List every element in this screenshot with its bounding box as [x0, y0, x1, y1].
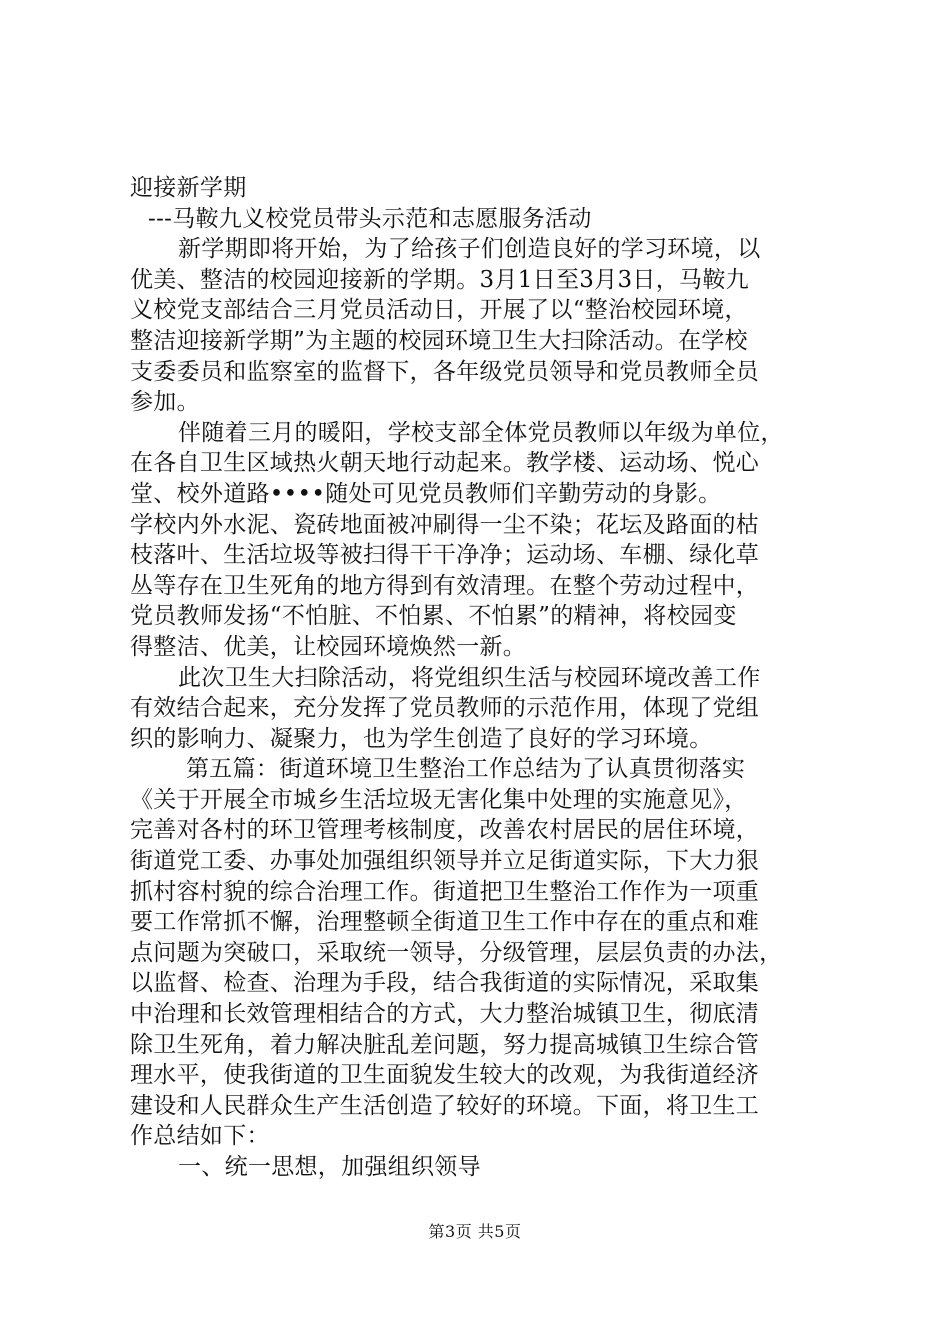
- paragraph-line: 学校内外水泥、瓷砖地面被冲刷得一尘不染；花坛及路面的枯: [130, 511, 760, 538]
- paragraph-line: 伴随着三月的暖阳，学校支部全体党员教师以年级为单位，: [178, 419, 784, 446]
- paragraph-line: 抓村容村貌的综合治理工作。街道把卫生整治工作作为一项重: [130, 878, 760, 905]
- paragraph-line: 堂、校外道路••••随处可见党员教师们辛勤劳动的身影。: [130, 480, 722, 507]
- paragraph-line: 支委委员和监察室的监督下，各年级党员领导和党员教师全员: [130, 358, 760, 385]
- document-subtitle: ---马鞍九义校党员带头示范和志愿服务活动: [148, 205, 592, 232]
- paragraph-line: 要工作常抓不懈，治理整顿全街道卫生工作中存在的重点和难: [130, 909, 760, 936]
- document-body: [130, 173, 830, 1183]
- paragraph-line: 中治理和长效管理相结合的方式，大力整治城镇卫生，彻底清: [130, 1001, 760, 1028]
- page-footer: 第3页 共5页: [428, 1222, 522, 1241]
- paragraph-line: 点问题为突破口，采取统一领导，分级管理，层层负责的办法，: [130, 939, 783, 966]
- paragraph-line: 优美、整洁的校园迎接新的学期。3月1日至3月3日，马鞍九: [130, 266, 749, 293]
- paragraph-line: 建设和人民群众生产生活创造了较好的环境。下面，将卫生工: [130, 1092, 760, 1119]
- paragraph-line: 作总结如下：: [130, 1123, 270, 1150]
- paragraph-line: 得整洁、优美，让校园环境焕然一新。: [130, 633, 527, 660]
- paragraph-line: 参加。: [130, 389, 200, 416]
- paragraph-line: 除卫生死角，着力解决脏乱差问题，努力提高城镇卫生综合管: [130, 1031, 760, 1058]
- subheading-line: 一、统一思想，加强组织领导: [178, 1154, 481, 1180]
- paragraph-line: 以监督、检查、治理为手段，结合我街道的实际情况，采取集: [130, 970, 760, 997]
- paragraph-line: 理水平，使我街道的卫生面貌发生较大的改观，为我街道经济: [130, 1062, 760, 1089]
- paragraph-line: 党员教师发扬“不怕脏、不怕累、不怕累”的精神，将校园变: [130, 603, 737, 630]
- paragraph-line: 整洁迎接新学期”为主题的校园环境卫生大扫除活动。在学校: [130, 327, 748, 354]
- paragraph-line: 街道党工委、办事处加强组织领导并立足街道实际，下大力狠: [130, 848, 760, 875]
- paragraph-line: 在各自卫生区域热火朝天地行动起来。教学楼、运动场、悦心: [130, 450, 760, 477]
- paragraph-line: 新学期即将开始，为了给孩子们创造良好的学习环境，以: [178, 236, 761, 263]
- paragraph-line: 丛等存在卫生死角的地方得到有效清理。在整个劳动过程中，: [130, 572, 760, 599]
- section-heading-line: 第五篇：街道环境卫生整治工作总结为了认真贯彻落实: [186, 756, 746, 783]
- paragraph-line: 义校党支部结合三月党员活动日，开展了以“整治校园环境，: [130, 297, 748, 324]
- paragraph-line: 枝落叶、生活垃圾等被扫得干干净净；运动场、车棚、绿化草: [130, 542, 760, 569]
- paragraph-line: 此次卫生大扫除活动，将党组织生活与校园环境改善工作: [178, 664, 761, 691]
- paragraph-line: 织的影响力、凝聚力，也为学生创造了良好的学习环境。: [130, 725, 713, 752]
- paragraph-line: 完善对各村的环卫管理考核制度，改善农村居民的居住环境，: [130, 817, 760, 844]
- paragraph-line: 《关于开展全市城乡生活垃圾无害化集中处理的实施意见》，: [130, 786, 748, 813]
- document-title: 迎接新学期: [130, 175, 247, 201]
- paragraph-line: 有效结合起来，充分发挥了党员教师的示范作用，体现了党组: [130, 695, 760, 722]
